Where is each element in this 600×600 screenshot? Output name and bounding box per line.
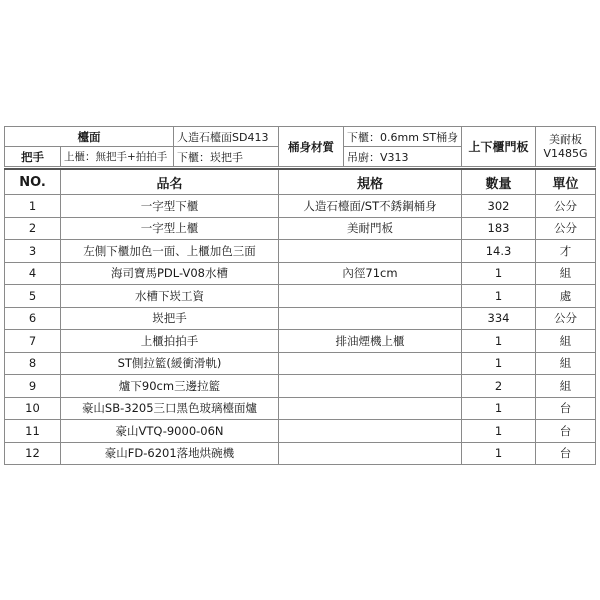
table-row	[5, 442, 596, 465]
row-no: 11	[5, 420, 61, 443]
row-spec: 美耐門板	[279, 217, 462, 240]
row-unit: 組	[536, 262, 596, 285]
items-table	[4, 168, 596, 465]
row-name: 一字型上櫃	[61, 217, 279, 240]
row-unit: 公分	[536, 217, 596, 240]
row-unit: 組	[536, 330, 596, 353]
row-qty: 1	[462, 442, 536, 465]
row-unit: 台	[536, 442, 596, 465]
row-qty: 1	[462, 262, 536, 285]
door-panel-label: 上下櫃門板	[462, 127, 536, 167]
handle-lower: 下櫃：崁把手	[174, 147, 279, 167]
door-panel-value	[536, 127, 596, 167]
row-qty: 1	[462, 330, 536, 353]
row-name: ST側拉籃(緩衝滑軌)	[61, 352, 279, 375]
row-spec	[279, 240, 462, 263]
row-no: 2	[5, 217, 61, 240]
table-row	[5, 195, 596, 218]
row-no: 1	[5, 195, 61, 218]
row-qty: 183	[462, 217, 536, 240]
row-name: 左側下櫃加色一面、上櫃加色三面	[61, 240, 279, 263]
table-row	[5, 375, 596, 398]
row-unit: 公分	[536, 195, 596, 218]
row-unit: 組	[536, 375, 596, 398]
spec-header-table	[4, 126, 596, 167]
row-no: 8	[5, 352, 61, 375]
row-no: 4	[5, 262, 61, 285]
row-no: 9	[5, 375, 61, 398]
col-header-name: 品名	[61, 169, 279, 195]
row-name: 一字型下櫃	[61, 195, 279, 218]
col-header-unit: 單位	[536, 169, 596, 195]
row-spec	[279, 307, 462, 330]
table-row	[5, 262, 596, 285]
body-material-lower: 下櫃：0.6mm ST桶身	[344, 127, 462, 147]
row-qty: 1	[462, 420, 536, 443]
row-qty: 1	[462, 285, 536, 308]
items-header-row	[5, 169, 596, 195]
row-no: 7	[5, 330, 61, 353]
row-spec	[279, 285, 462, 308]
cabinet-surface-label: 檯面	[5, 127, 174, 147]
row-qty: 2	[462, 375, 536, 398]
row-no: 3	[5, 240, 61, 263]
row-unit: 組	[536, 352, 596, 375]
table-row	[5, 285, 596, 308]
col-header-no: NO.	[5, 169, 61, 195]
body-material-upper: 吊廚：V313	[344, 147, 462, 167]
row-no: 10	[5, 397, 61, 420]
row-qty: 14.3	[462, 240, 536, 263]
row-no: 6	[5, 307, 61, 330]
row-name: 水槽下崁工資	[61, 285, 279, 308]
door-panel-value-line2: V1485G	[543, 146, 588, 160]
row-spec	[279, 442, 462, 465]
col-header-qty: 數量	[462, 169, 536, 195]
table-row	[5, 240, 596, 263]
table-row	[5, 420, 596, 443]
row-name: 豪山VTQ-9000-06N	[61, 420, 279, 443]
quotation-sheet	[4, 126, 595, 465]
cabinet-surface-value: 人造石檯面SD413	[174, 127, 279, 147]
table-row	[5, 307, 596, 330]
row-unit: 才	[536, 240, 596, 263]
row-qty: 1	[462, 397, 536, 420]
row-spec: 排油煙機上櫃	[279, 330, 462, 353]
row-unit: 公分	[536, 307, 596, 330]
row-qty: 334	[462, 307, 536, 330]
row-name: 上櫃拍拍手	[61, 330, 279, 353]
row-name: 爐下90cm三邊拉籃	[61, 375, 279, 398]
col-header-spec: 規格	[279, 169, 462, 195]
row-unit: 台	[536, 420, 596, 443]
door-panel-value-line1: 美耐板	[549, 132, 582, 146]
row-qty: 302	[462, 195, 536, 218]
table-row	[5, 397, 596, 420]
row-no: 12	[5, 442, 61, 465]
row-spec	[279, 375, 462, 398]
row-unit: 處	[536, 285, 596, 308]
row-spec: 內徑71cm	[279, 262, 462, 285]
row-qty: 1	[462, 352, 536, 375]
table-row	[5, 217, 596, 240]
row-spec	[279, 397, 462, 420]
row-spec	[279, 420, 462, 443]
row-name: 豪山FD-6201落地烘碗機	[61, 442, 279, 465]
row-name: 海司寶馬PDL-V08水槽	[61, 262, 279, 285]
table-row	[5, 352, 596, 375]
handle-upper: 上櫃：無把手+拍拍手	[61, 147, 174, 167]
row-name: 崁把手	[61, 307, 279, 330]
body-material-label: 桶身材質	[279, 127, 344, 167]
table-row	[5, 330, 596, 353]
row-spec: 人造石檯面/ST不銹鋼桶身	[279, 195, 462, 218]
row-unit: 台	[536, 397, 596, 420]
row-spec	[279, 352, 462, 375]
handle-label: 把手	[5, 147, 61, 167]
row-no: 5	[5, 285, 61, 308]
row-name: 豪山SB-3205三口黑色玻璃檯面爐	[61, 397, 279, 420]
